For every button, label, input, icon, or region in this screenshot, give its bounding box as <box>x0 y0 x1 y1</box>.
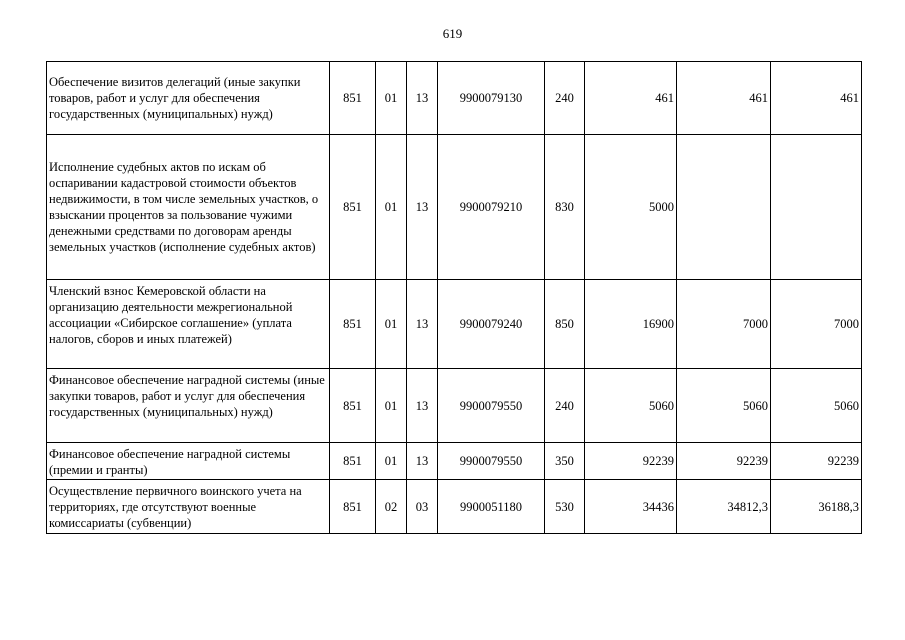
expense-type-code: 830 <box>545 135 585 280</box>
amount-year-1: 461 <box>585 62 677 135</box>
subsection-code: 13 <box>407 280 438 369</box>
page-number: 619 <box>442 26 463 41</box>
subsection-code: 03 <box>407 480 438 534</box>
amount-year-1: 5000 <box>585 135 677 280</box>
subsection-code: 13 <box>407 62 438 135</box>
amount-year-3: 36188,3 <box>771 480 862 534</box>
amount-year-1: 92239 <box>585 443 677 480</box>
target-article-code: 9900079550 <box>438 369 545 443</box>
amount-year-3 <box>771 135 862 280</box>
budget-table <box>46 61 862 534</box>
target-article-code: 9900079210 <box>438 135 545 280</box>
grbs-code: 851 <box>330 480 376 534</box>
section-code: 01 <box>376 369 407 443</box>
expense-type-code: 850 <box>545 280 585 369</box>
amount-year-1: 34436 <box>585 480 677 534</box>
amount-year-1: 16900 <box>585 280 677 369</box>
section-code: 01 <box>376 443 407 480</box>
amount-year-3: 461 <box>771 62 862 135</box>
subsection-code: 13 <box>407 443 438 480</box>
amount-year-3: 7000 <box>771 280 862 369</box>
row-description: Финансовое обеспечение наградной системы (иные закупки товаров, работ и услуг для обеспечения государственных (муниципальных) нужд) <box>47 369 330 443</box>
grbs-code: 851 <box>330 443 376 480</box>
table-row <box>47 62 862 135</box>
section-code: 01 <box>376 62 407 135</box>
amount-year-2: 34812,3 <box>677 480 771 534</box>
table-row <box>47 443 862 480</box>
amount-year-2: 5060 <box>677 369 771 443</box>
row-description: Обеспечение визитов делегаций (иные закупки товаров, работ и услуг для обеспечения государственных (муниципальных) нужд) <box>47 62 330 135</box>
section-code: 01 <box>376 280 407 369</box>
grbs-code: 851 <box>330 135 376 280</box>
subsection-code: 13 <box>407 135 438 280</box>
amount-year-2: 92239 <box>677 443 771 480</box>
expense-type-code: 350 <box>545 443 585 480</box>
section-code: 02 <box>376 480 407 534</box>
table-row <box>47 280 862 369</box>
row-description: Осуществление первичного воинского учета на территориях, где отсутствуют военные комиссариаты (субвенции) <box>47 480 330 534</box>
target-article-code: 9900051180 <box>438 480 545 534</box>
amount-year-1: 5060 <box>585 369 677 443</box>
expense-type-code: 530 <box>545 480 585 534</box>
grbs-code: 851 <box>330 369 376 443</box>
amount-year-2: 461 <box>677 62 771 135</box>
amount-year-2: 7000 <box>677 280 771 369</box>
grbs-code: 851 <box>330 280 376 369</box>
grbs-code: 851 <box>330 62 376 135</box>
amount-year-3: 5060 <box>771 369 862 443</box>
table-row <box>47 135 862 280</box>
subsection-code: 13 <box>407 369 438 443</box>
target-article-code: 9900079550 <box>438 443 545 480</box>
section-code: 01 <box>376 135 407 280</box>
target-article-code: 9900079240 <box>438 280 545 369</box>
row-description: Финансовое обеспечение наградной системы (премии и гранты) <box>47 443 330 480</box>
amount-year-2 <box>677 135 771 280</box>
row-description: Исполнение судебных актов по искам об оспаривании кадастровой стоимости объектов недвижимости, в том числе земельных участков, о взыскании процентов за пользование чужими денежными средствами по договорам аренды земельных участков (исполнение судебных актов) <box>47 135 330 280</box>
target-article-code: 9900079130 <box>438 62 545 135</box>
expense-type-code: 240 <box>545 62 585 135</box>
expense-type-code: 240 <box>545 369 585 443</box>
row-description: Членский взнос Кемеровской области на организацию деятельности межрегиональной ассоциации «Сибирское соглашение» (уплата налогов, сборов и иных платежей) <box>47 280 330 369</box>
table-row <box>47 480 862 534</box>
table-row <box>47 369 862 443</box>
amount-year-3: 92239 <box>771 443 862 480</box>
